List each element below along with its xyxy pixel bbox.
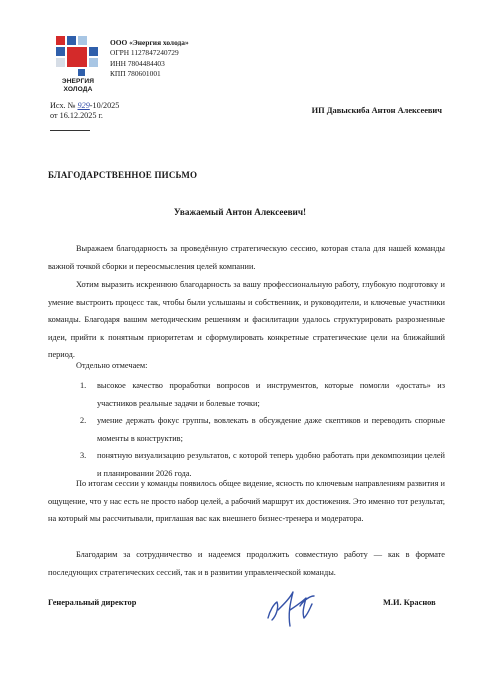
paragraph-5: Благодарим за сотрудничество и надеемся продолжить совместную работу — как в формате последующих стратегических сессий, так и в развитии управленческой команды.	[48, 550, 445, 577]
company-name: ООО «Энергия холода»	[110, 38, 189, 47]
addressee: ИП Давыскиба Антон Алексеевич	[311, 106, 442, 115]
logo-square-blue	[67, 36, 76, 45]
outgoing-date: от 16.12.2025 г.	[50, 111, 103, 120]
company-inn: ИНН 7804484403	[110, 58, 165, 68]
list-item-text: высокое качество проработки вопросов и инструментов, которые помогли «достать» из участников реальные задачи и болевые точки;	[97, 381, 445, 408]
company-logo	[56, 36, 100, 94]
letter-title: БЛАГОДАРСТВЕННОЕ ПИСЬМО	[48, 170, 198, 180]
logo-text-line1: ЭНЕРГИЯ	[61, 78, 95, 85]
logo-text-line2: ХОЛОДА	[63, 86, 93, 93]
paragraph-1: Выражаем благодарность за проведённую стратегическую сессию, которая стала для нашей команды важной точкой сборки и переосмысления целей компании.	[48, 244, 445, 271]
logo-square-light	[78, 36, 87, 45]
outgoing-suffix: -10/2025	[89, 101, 120, 110]
outgoing-prefix: Исх. №	[50, 101, 76, 110]
logo-square-red	[67, 47, 87, 67]
list-item-number: 2.	[80, 416, 87, 426]
list-item-text: понятную визуализацию результатов, с которой теперь удобно работать при декомпозиции целей и планировании 2026 года.	[97, 451, 445, 478]
signature-stroke	[260, 580, 330, 632]
outgoing-number: 929	[77, 101, 90, 110]
letter-greeting: Уважаемый Антон Алексеевич!	[173, 207, 307, 217]
paragraph-2: Хотим выразить искреннюю благодарность за вашу профессиональную работу, глубокую подготовку и умение выстроить процесс так, чтобы были услышаны и собственник, и руководители, и ключевые участники команды. Благодаря вашим методическим решениям и фасилитации удалось структурировать разрозненные идеи, прийти к понятным приоритетам и сформулировать конкретные стратегические цели на ближайший период.	[48, 280, 445, 360]
list-item-number: 1.	[80, 381, 87, 390]
outgoing-underline	[50, 130, 90, 131]
achievements-list	[80, 377, 445, 483]
list-item	[80, 412, 445, 447]
company-kpp: КПП 780601001	[110, 69, 161, 79]
logo-square-blue	[89, 47, 98, 56]
logo-square-blue	[56, 47, 65, 56]
logo-square-blue	[78, 69, 85, 76]
list-item	[80, 377, 445, 412]
logo-text	[56, 78, 100, 94]
company-details	[110, 38, 189, 80]
signatory-name: М.И. Краснов	[383, 598, 436, 607]
logo-square-light	[56, 58, 65, 67]
logo-square-light	[89, 58, 98, 67]
list-item-number: 3.	[80, 451, 87, 461]
company-ogrn: ОГРН 1127847240729	[110, 48, 179, 58]
paragraph-4: По итогам сессии у команды появилось общее видение, ясность по ключевым направлениям развития и ощущение, что у нас есть не просто набор целей, а рабочий маршрут их достижения. Это именно тот результат, на который мы рассчитывали, приглашая вас как внешнего бизнес-тренера и модератора.	[48, 479, 445, 524]
outgoing-reference	[50, 101, 119, 121]
list-item-text: умение держать фокус группы, вовлекать в обсуждение даже скептиков и переводить спорные моменты в конструктив;	[97, 416, 445, 443]
logo-square-red	[56, 36, 65, 45]
outgoing-number-line	[50, 101, 119, 111]
handwritten-signature	[260, 580, 330, 637]
logo-mark	[56, 36, 100, 76]
signatory-title: Генеральный директор	[48, 598, 137, 607]
paragraph-3: Отдельно отмечаем:	[76, 361, 148, 370]
